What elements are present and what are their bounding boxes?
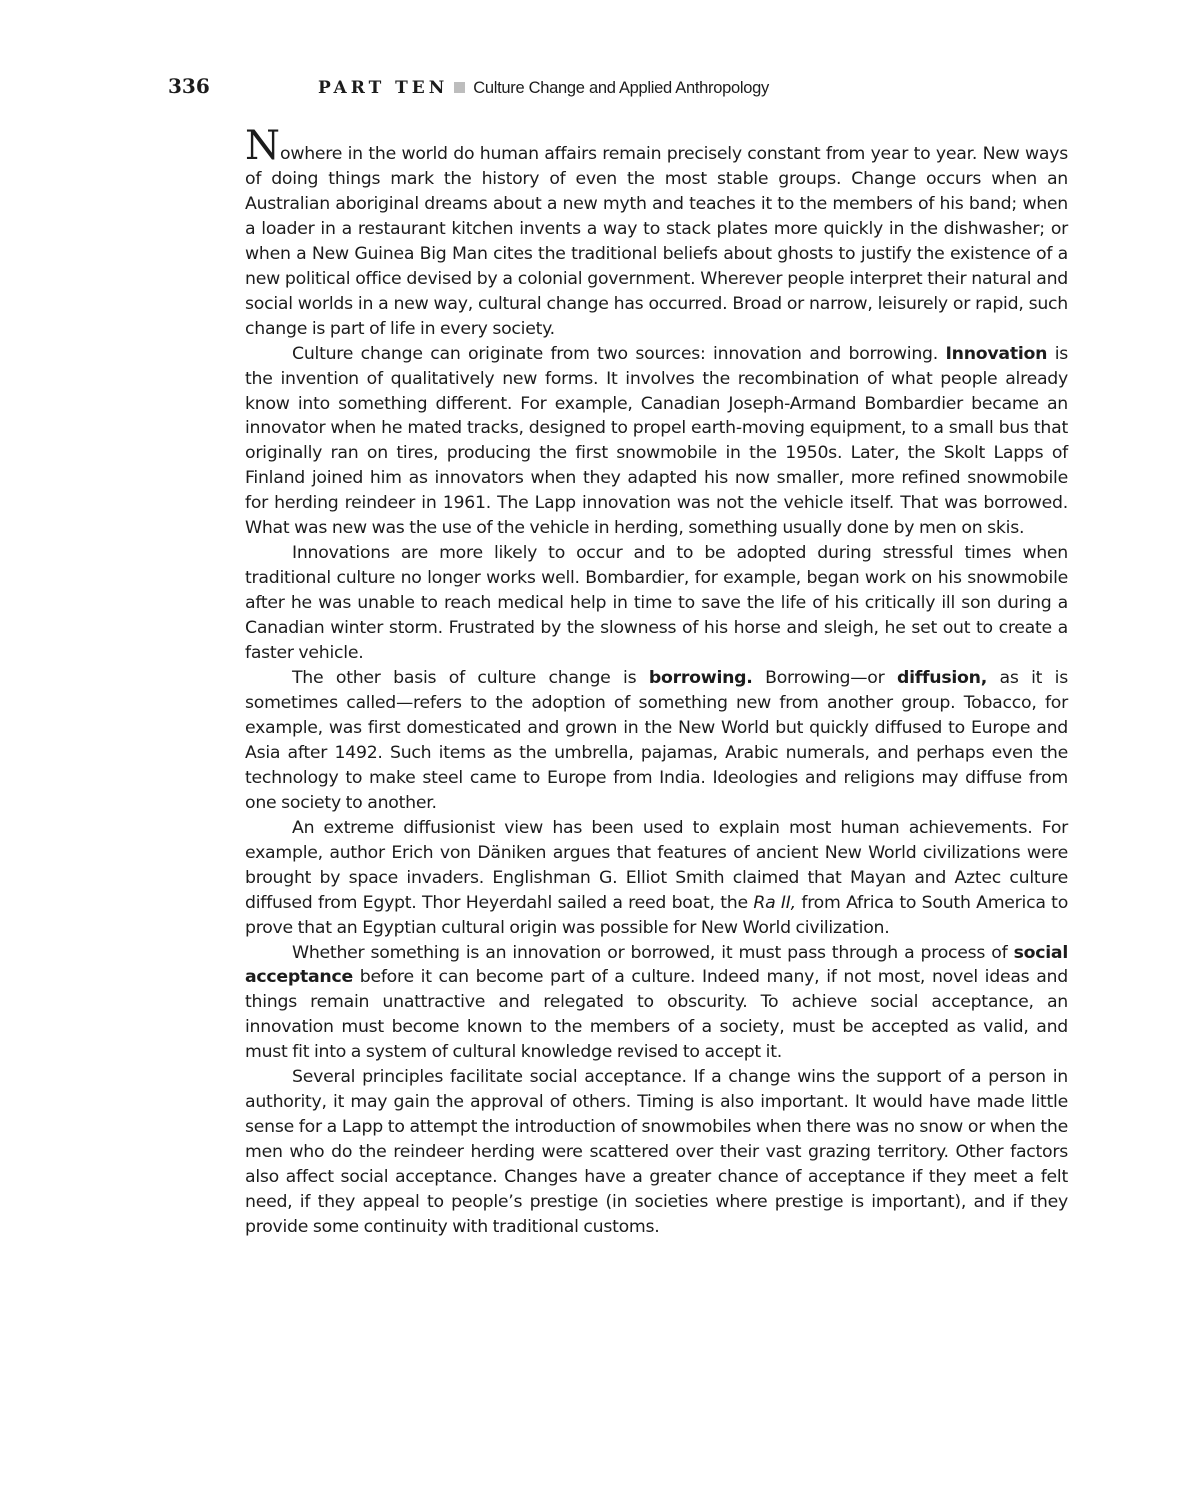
paragraph-4-before: The other basis of culture change is [292, 668, 637, 689]
running-head [168, 74, 1068, 100]
paragraph-7-text: Several principles facilitate social acceptance. If a change wins the support of a person in authority, it may gain the approval of others. Timing is also important. It would have made little sense for a Lapp to attempt the introduction of snowmobiles when there was no snow or when the men who do the reindeer herding were scattered over their vast grazing territory. Other factors also affect social acceptance. Changes have a greater chance of acceptance if they meet a felt need, if they appeal to people’s prestige (in societies where prestige is important), and if they provide some continuity with traditional customs. [245, 1067, 1068, 1237]
paragraph-2 [245, 342, 1068, 542]
paragraph-5-before: An extreme diffusionist view has been used to explain most human achievements. For example, author Erich von Däniken argues that features of ancient New World civilizations were brought by space invaders. Englishman G. Elliot Smith claimed that Mayan and Aztec culture diffused from Egypt. Thor Heyerdahl sailed a reed boat, the [245, 817, 1068, 913]
boat-name: Ra II, [753, 892, 796, 913]
paragraph-1 [245, 123, 1068, 342]
paragraph-4-middle: Borrowing—or [765, 668, 885, 689]
chapter-title: Culture Change and Applied Anthropology [473, 79, 769, 97]
key-term-diffusion: diffusion, [896, 668, 988, 689]
paragraph-1-text: owhere in the world do human affairs remain precisely constant from year to year. New ways of doing things mark the history of even the most stable groups. Change occurs when an Australian aboriginal dreams about a new myth and teaches it to the members of his band; when a loader in a restaurant kitchen invents a way to stack plates more quickly in the dishwasher; or when a New Guinea Big Man cites the traditional beliefs about ghosts to justify the existence of a new political office devised by a colonial government. Wherever people interpret their natural and social worlds in a new way, cultural change has occurred. Broad or narrow, leisurely or rapid, such change is part of life in every society. [245, 144, 1068, 339]
key-term-borrowing: borrowing. [648, 668, 753, 689]
page-number: 336 [168, 74, 210, 98]
paragraph-7 [245, 1065, 1068, 1240]
drop-cap: N [245, 123, 280, 169]
paragraph-6-after: before it can become part of a culture. Indeed many, if not most, novel ideas and things remain unattractive and relegated to obscurity. To achieve social acceptance, an innovation must become known to the members of a society, must be accepted as valid, and must fit into a system of cultural knowledge revised to accept it. [245, 967, 1068, 1063]
paragraph-3 [245, 541, 1068, 666]
paragraph-4-after: as it is sometimes called—refers to the adoption of something new from another group. Tobacco, for example, was first domesticated and grown in the New World but quickly diffused to Europe and Asia after 1492. Such items as the umbrella, pajamas, Arabic numerals, and perhaps even the technology to make steel came to Europe from India. Ideologies and religions may diffuse from one society to another. [245, 668, 1068, 813]
paragraph-2-text: is the invention of qualitatively new forms. It involves the recombination of what people already know into something different. For example, Canadian Joseph-Armand Bombardier became an innovator when he mated tracks, designed to propel earth-moving equipment, to a small bus that originally ran on tires, producing the first snowmobile in the 1950s. Later, the Skolt Lapps of Finland joined him as innovators when they adapted his now smaller, more refined snowmobile for herding reindeer in 1961. The Lapp innovation was not the vehicle itself. That was borrowed. What was new was the use of the vehicle in herding, something usually done by men on skis. [245, 343, 1069, 539]
paragraph-3-text: Innovations are more likely to occur and to be adopted during stressful times when traditional culture no longer works well. Bombardier, for example, began work on his snowmobile after he was unable to reach medical help in time to save the life of his critically ill son during a Canadian winter storm. Frustrated by the slowness of his horse and sleigh, he set out to create a faster vehicle. [245, 543, 1068, 664]
paragraph-5 [245, 816, 1068, 941]
square-separator-icon [454, 82, 465, 93]
paragraph-2-intro: Culture change can originate from two sources: innovation and borrowing. [292, 343, 938, 364]
paragraph-6-before: Whether something is an innovation or borrowed, it must pass through a process of [292, 942, 1008, 963]
body-text [245, 123, 1069, 1240]
key-term-innovation: Innovation [945, 343, 1048, 364]
paragraph-6 [245, 941, 1068, 1066]
paragraph-4 [245, 666, 1068, 816]
paragraph-5-after: from Africa to South America to prove that an Egyptian cultural origin was possible for New World civilization. [245, 892, 1069, 938]
part-label: PART TEN [318, 78, 449, 98]
key-term-social-acceptance: social acceptance [245, 942, 1069, 988]
